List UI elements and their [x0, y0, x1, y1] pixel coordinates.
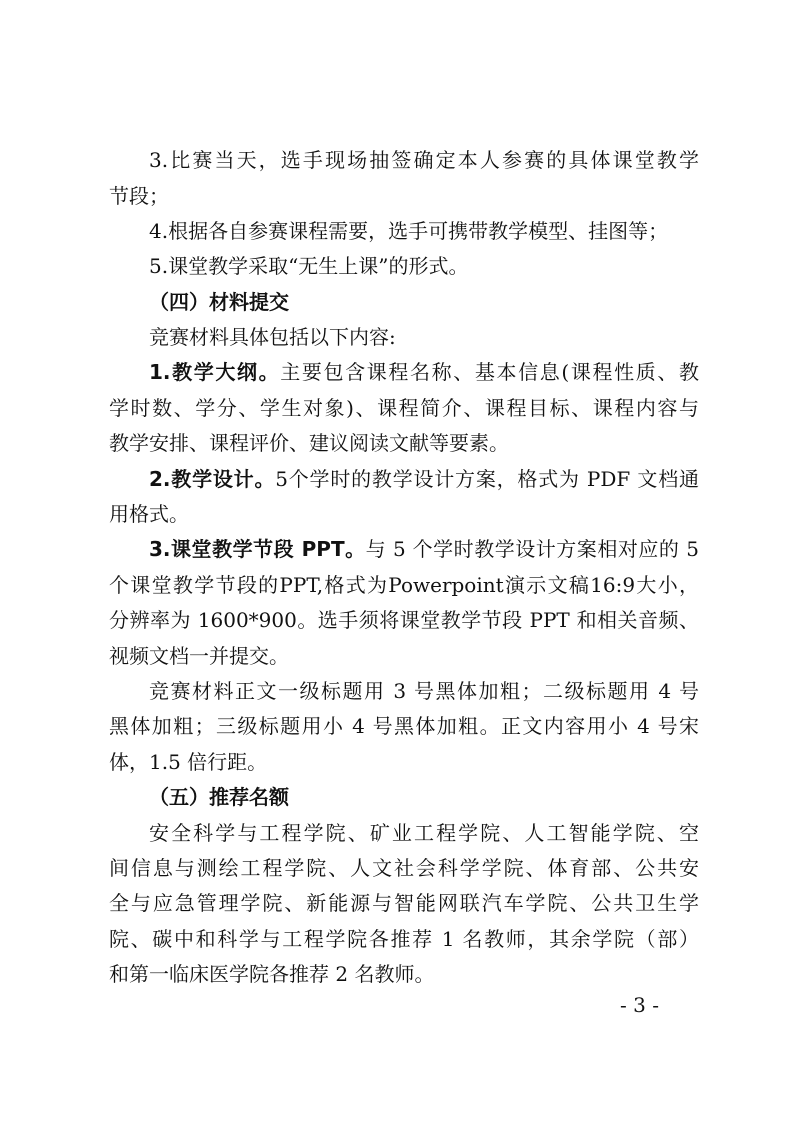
paragraph-line: 视频文档一并提交。	[109, 644, 289, 668]
item-heading: 2.教学设计。	[149, 467, 276, 491]
paragraph-line: 竞赛材料正文一级标题用 3 号黑体加粗；二级标题用 4 号	[149, 679, 699, 703]
paragraph-line: 个课堂教学节段的PPT,格式为Powerpoint演示文稿16:9大小，	[109, 573, 699, 597]
paragraph-line	[149, 531, 699, 567]
paragraph-line	[149, 354, 699, 390]
paragraph-line: 体，1.5 倍行距。	[109, 750, 268, 774]
paragraph-line: 3.比赛当天，选手现场抽签确定本人参赛的具体课堂教学	[149, 148, 699, 172]
section-heading-5: （五）推荐名额	[149, 785, 289, 809]
paragraph-line: 节段；	[109, 184, 169, 208]
paragraph-line: 黑体加粗；三级标题用小 4 号黑体加粗。正文内容用小 4 号宋	[109, 714, 699, 738]
paragraph-line: 和第一临床医学院各推荐 2 名教师。	[109, 962, 435, 986]
paragraph-line: 5.课堂教学采取“无生上课”的形式。	[149, 254, 469, 278]
paragraph-line: 间信息与测绘工程学院、人文社会科学学院、体育部、公共安	[109, 856, 699, 880]
item-text: 5个学时的教学设计方案，格式为 PDF 文档通	[275, 467, 700, 491]
item-text: 与 5 个学时教学设计方案相对应的 5	[365, 537, 699, 561]
paragraph-line: 竞赛材料具体包括以下内容:	[149, 325, 396, 349]
paragraph-line: 教学安排、课程评价、建议阅读文献等要素。	[109, 431, 509, 455]
item-text: 主要包含课程名称、基本信息(课程性质、教	[280, 360, 699, 384]
paragraph-line: 院、碳中和科学与工程学院各推荐 1 名教师，其余学院（部）	[109, 927, 699, 951]
item-heading: 3.课堂教学节段 PPT。	[149, 537, 366, 561]
paragraph-line: 4.根据各自参赛课程需要，选手可携带教学模型、挂图等；	[149, 219, 669, 243]
paragraph-line: 全与应急管理学院、新能源与智能网联汽车学院、公共卫生学	[109, 891, 699, 915]
paragraph-line: 用格式。	[109, 502, 189, 526]
section-heading-4: （四）材料提交	[149, 290, 289, 314]
item-heading: 1.教学大纲。	[149, 360, 281, 384]
page-number: - 3 -	[620, 993, 659, 1017]
paragraph-line: 安全科学与工程学院、矿业工程学院、人工智能学院、空	[149, 821, 699, 845]
paragraph-line	[149, 461, 699, 497]
paragraph-line: 分辨率为 1600*900。选手须将课堂教学节段 PPT 和相关音频、	[109, 608, 699, 632]
paragraph-line: 学时数、学分、学生对象)、课程简介、课程目标、课程内容与	[109, 396, 699, 420]
